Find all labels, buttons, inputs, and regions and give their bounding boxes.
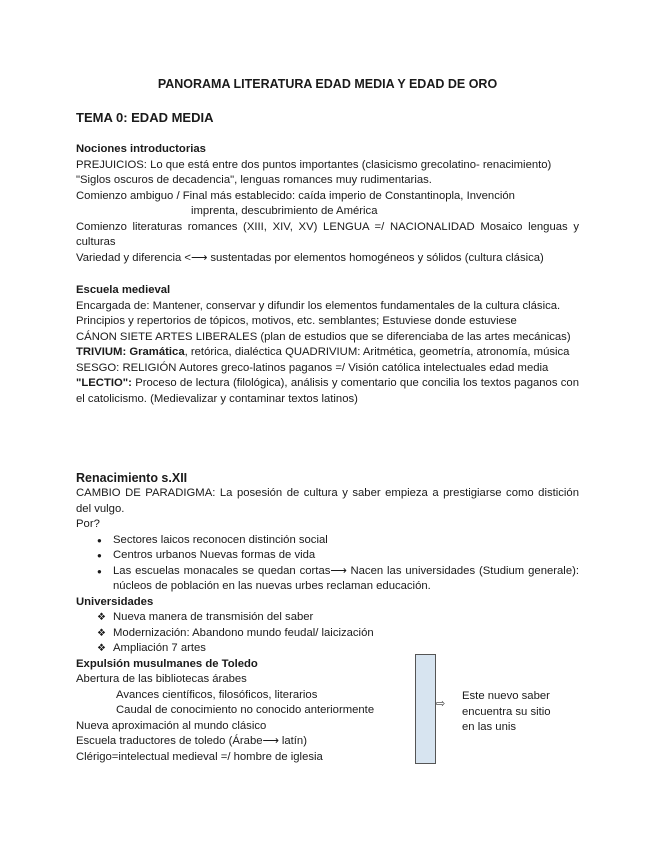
paragraph-line: Variedad y diferencia <⟶ sustentadas por elementos homogéneos y sólidos (cultura clásica) [76,251,544,264]
side-note-line: encuentra su sitio [462,705,551,718]
heading-universidades: Universidades [76,595,154,608]
section-heading-tema: TEMA 0: EDAD MEDIA [76,110,214,125]
heading-nociones: Nociones introductorias [76,143,206,155]
paragraph-line: CAMBIO DE PARADIGMA: La posesión de cultura y saber empieza a prestigiarse como distición del vulgo. [76,487,579,515]
heading-renacimiento: Renacimiento s.XII [76,471,188,485]
paragraph-line: PREJUICIOS: Lo que está entre dos puntos importantes (clasicismo grecolatino- renacimiento) [76,158,552,171]
list-item: ❖ Modernización: Abandono mundo feudal/ laicización [76,626,579,642]
paragraph-line: Abertura de las bibliotecas árabes [76,673,247,685]
side-note-line: en las unis [462,721,517,733]
bold-term: "LECTIO": [76,377,132,389]
bullet-list [76,533,579,595]
bold-term: TRIVIUM: Gramática [76,346,185,358]
document-title: PANORAMA LITERATURA EDAD MEDIA Y EDAD DE ORO [157,77,498,91]
paragraph-line: Principios y repertorios de tópicos, motivos, etc. semblantes; Estuviese donde estuviese [76,315,517,327]
paragraph-line: SESGO: RELIGIÓN Autores greco-latinos paganos =/ Visión católica intelectuales edad media [76,361,549,374]
paragraph-line [76,345,579,361]
bracket-box [415,654,436,764]
paragraph-line: Encargada de: Mantener, conservar y difundir los elementos fundamentales de la cultura clásica. [76,299,561,312]
paragraph-line: "Siglos oscuros de decadencia", lenguas romances muy rudimentarias. [76,174,432,186]
paragraph-line: Comienzo literaturas romances (XIII, XIV, XV) LENGUA =/ NACIONALIDAD Mosaico lenguas y culturas [76,220,579,248]
paragraph-line: Por? [76,518,100,530]
inline-text: Proceso de lectura (filológica), análisis y comentario que concilia los textos paganos con el catolicismo. (Medievalizar y contaminar textos latinos) [76,377,579,405]
paragraph-line: Nueva aproximación al mundo clásico [76,719,267,732]
heading-escuela: Escuela medieval [76,284,171,296]
paragraph-line: Comienzo ambiguo / Final más establecido: caída imperio de Constantinopla, Invención [76,189,515,202]
paragraph-line: Clérigo=intelectual medieval =/ hombre de iglesia [76,750,323,763]
side-note-line: Este nuevo saber [462,690,550,702]
list-item: ❖ Ampliación 7 artes [76,641,579,657]
inline-text: , retórica, dialéctica QUADRIVIUM: Aritmética, geometría, atronomía, música [184,346,570,358]
side-note [462,689,582,736]
list-item: ● Sectores laicos reconocen distinción social [76,533,579,549]
diamond-list [76,610,579,657]
list-item: ❖ Nueva manera de transmisión del saber [76,610,579,626]
paragraph-line: Caudal de conocimiento no conocido anteriormente [116,704,375,716]
paragraph-line [76,376,579,407]
paragraph-line: Avances científicos, filosóficos, literarios [116,688,318,701]
list-item: ● Las escuelas monacales se quedan cortas⟶ Nacen las universidades (Studium generale): núcleos de población en las nuevas urbes reclaman educación. [76,564,579,595]
paragraph-line: imprenta, descubrimiento de América [191,205,378,217]
section-escuela [76,283,579,407]
paragraph-line: Escuela traductores de toledo (Árabe⟶ latín) [76,735,307,747]
paragraph-line: CÁNON SIETE ARTES LIBERALES (plan de estudios que se diferenciaba de las artes mecánicas) [76,330,571,343]
section-nociones [76,142,579,266]
list-item: ● Centros urbanos Nuevas formas de vida [76,548,579,564]
heading-toledo: Expulsión musulmanes de Toledo [76,657,258,670]
arrow-icon: ⇨ [436,698,446,710]
